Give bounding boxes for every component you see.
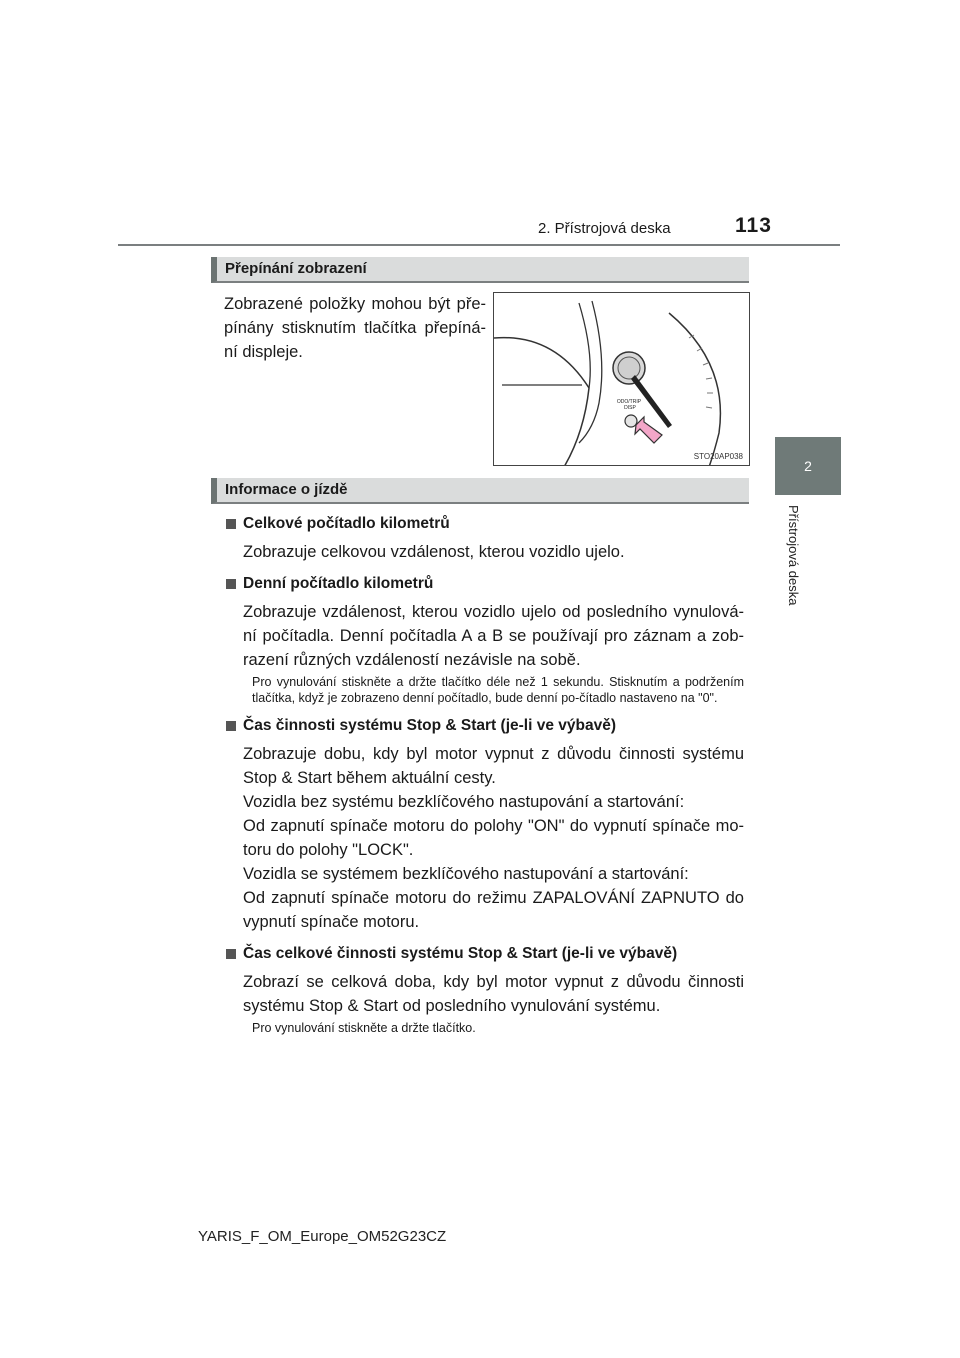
- odo-trip-button-label: ODO/TRIP: [616, 399, 642, 405]
- section-heading-display-switch: [211, 257, 749, 283]
- page-number: 113: [735, 214, 772, 237]
- item-text: Zobrazí se celková doba, kdy byl motor vypnut z důvodu činnosti systému Stop & Start od posledního vynulování systému.: [243, 973, 744, 1015]
- display-change-button-icon: [625, 415, 637, 427]
- item-text: Zobrazuje dobu, kdy byl motor vypnut z důvodu činnosti systému Stop & Start během aktuální cesty.: [243, 745, 744, 787]
- item-title: Čas celkové činnosti systému Stop & Start (je-li ve výbavě): [226, 942, 744, 966]
- disp-button-label: DISP: [624, 405, 636, 411]
- square-bullet-icon: [226, 579, 236, 589]
- figure-code: STO20AP038: [693, 452, 743, 461]
- item-text: Zobrazuje celkovou vzdálenost, kterou vozidlo ujelo.: [243, 543, 625, 561]
- item-title: Čas činnosti systému Stop & Start (je-li ve výbavě): [226, 714, 744, 738]
- section-heading-text: Informace o jízdě: [225, 481, 348, 498]
- chapter-tab-number: 2: [804, 458, 812, 474]
- chapter-tab: [775, 437, 841, 495]
- section-heading-trip-info: [211, 478, 749, 504]
- section-heading-text: Přepínání zobrazení: [225, 260, 367, 277]
- cluster-illustration: [494, 293, 750, 466]
- intro-text: Zobrazené položky mohou být pře-pínány stisknutím tlačítka přepíná-ní displeje.: [224, 295, 486, 361]
- footer-code: YARIS_F_OM_Europe_OM52G23CZ: [198, 1228, 447, 1245]
- chapter-title: 2. Přístrojová deska: [538, 220, 671, 237]
- instrument-cluster-figure: [493, 292, 750, 466]
- item-text: Od zapnutí spínače motoru do režimu ZAPALOVÁNÍ ZAPNUTO do vypnutí spínače motoru.: [243, 889, 744, 931]
- item-note: Pro vynulování stiskněte a držte tlačítko.: [252, 1021, 476, 1035]
- item-text: Zobrazuje vzdálenost, kterou vozidlo ujelo od posledního vynulová-ní počítadla. Denní počítadla A a B se používají pro záznam a zob-razení různých vzdáleností nezávisle na sobě.: [243, 603, 744, 669]
- item-text: Vozidla bez systému bezklíčového nastupování a startování:: [243, 793, 685, 811]
- item-note: Pro vynulování stiskněte a držte tlačítko déle než 1 sekundu. Stisknutím a podržením tlačítka, když je zobrazeno denní počítadlo, bude denní po-čítadlo nastaveno na "0".: [252, 675, 744, 705]
- square-bullet-icon: [226, 949, 236, 959]
- chapter-tab-label: Přístrojová deska: [786, 505, 801, 606]
- pink-arrow-icon: [635, 417, 662, 443]
- item-text: Od zapnutí spínače motoru do polohy "ON" do vypnutí spínače mo-toru do polohy "LOCK".: [243, 817, 744, 859]
- square-bullet-icon: [226, 519, 236, 529]
- item-text: Vozidla se systémem bezklíčového nastupování a startování:: [243, 865, 689, 883]
- header-divider: [118, 244, 840, 246]
- item-title: Denní počítadlo kilometrů: [226, 572, 744, 596]
- item-title: Celkové počítadlo kilometrů: [226, 512, 744, 536]
- trip-info-content: [226, 512, 744, 1036]
- square-bullet-icon: [226, 721, 236, 731]
